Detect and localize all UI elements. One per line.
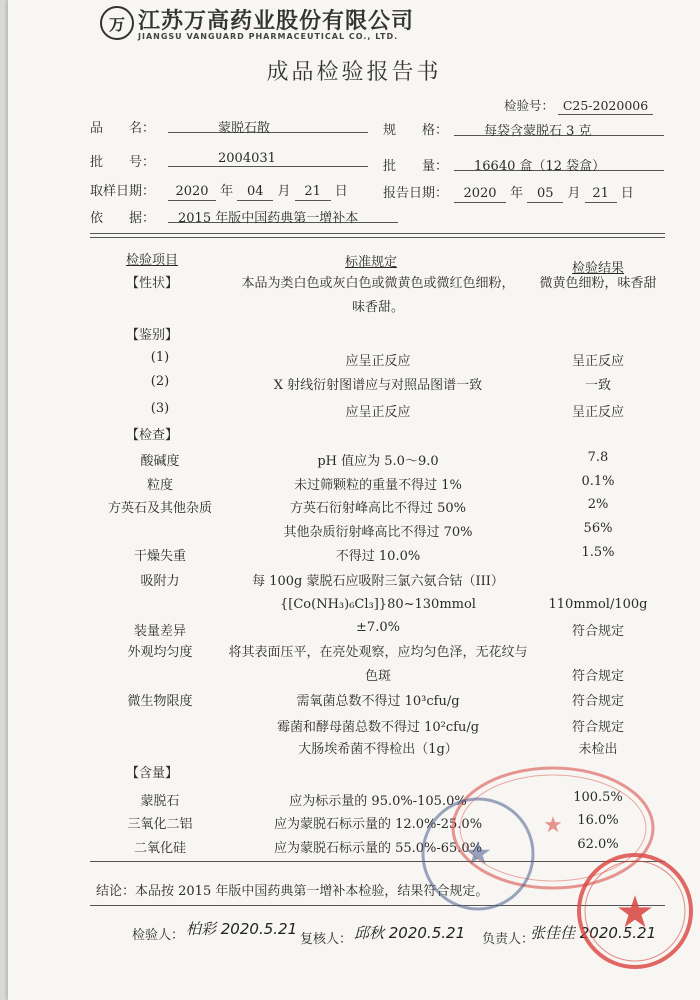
product-name-value: 蒙脱石散 (168, 117, 368, 133)
row-item: (2) (150, 374, 170, 389)
reviewer-signature: 邱秋 2020.5.21 (354, 924, 466, 942)
row-standard: 色斑 (364, 669, 391, 684)
svg-text:★: ★ (543, 813, 563, 838)
row-standard: 不得过 10.0% (335, 549, 421, 564)
company-seal (403, 792, 553, 912)
svg-text:★: ★ (615, 887, 655, 938)
row-item: 微生物限度 (127, 694, 193, 709)
report-number (504, 96, 653, 115)
day-char: 日 (334, 184, 348, 199)
spec-label: 规 格： (383, 123, 449, 138)
report-title: 成品检验报告书 (266, 60, 442, 85)
company-name-en: JIANGSU VANGUARD PHARMACEUTICAL CO., LTD. (138, 32, 399, 41)
column-item: 检验项目 (126, 253, 179, 268)
row-result: 62.0% (577, 837, 619, 852)
company-logo: 万 (100, 6, 134, 40)
row-result: 微黄色细粉，味香甜 (539, 276, 657, 291)
row-standard: X 射线衍射图谱应与对照品图谱一致 (273, 378, 483, 393)
report-month: 05 (527, 186, 563, 203)
year-char: 年 (510, 186, 524, 201)
report-number-value: C25-2020006 (558, 98, 653, 115)
inspector-signature: 柏彩 2020.5.21 (186, 920, 298, 938)
sample-month: 04 (237, 184, 273, 201)
row-result: 未检出 (578, 742, 618, 757)
row-item: 【性状】 (126, 276, 179, 291)
row-standard: 方英石衍射峰高比不得过 50% (289, 501, 467, 516)
row-standard: 应为标示量的 95.0%-105.0% (289, 794, 467, 809)
row-result: 1.5% (581, 545, 615, 560)
row-standard: 需氧菌总数不得过 10³cfu/g (296, 694, 460, 709)
row-result: 呈正反应 (571, 405, 624, 420)
basis-value: 2015 年版中国药典第一增补本 (168, 207, 398, 223)
row-standard: 味香甜。 (351, 300, 404, 315)
month-char: 月 (567, 186, 581, 201)
row-result: 符合规定 (571, 669, 624, 684)
basis-label: 依 据： (90, 211, 156, 226)
sample-date (168, 180, 348, 201)
row-result: 符合规定 (571, 624, 624, 639)
row-standard: 霉菌和酵母菌总数不得过 10²cfu/g (276, 720, 480, 735)
spec-value: 每袋含蒙脱石 3 克 (454, 120, 664, 136)
row-result: 16.0% (577, 813, 619, 828)
row-standard: 将其表面压平，在亮处观察，应均匀色泽，无花纹与 (228, 645, 528, 660)
row-item: (3) (150, 401, 170, 416)
row-item: 装量差异 (133, 624, 186, 639)
row-standard: 应为蒙脱石标示量的 12.0%-25.0% (273, 817, 483, 832)
column-standard: 标准规定 (345, 255, 398, 270)
month-char: 月 (277, 184, 291, 199)
row-standard: pH 值应为 5.0～9.0 (317, 454, 439, 469)
row-result: 7.8 (587, 450, 609, 465)
row-result: 一致 (584, 378, 611, 393)
row-item: 蒙脱石 (140, 794, 180, 809)
responsible-signature: 张佳佳 2020.5.21 (530, 924, 657, 942)
row-standard: 其他杂质衍射峰高比不得过 70% (283, 525, 473, 540)
row-standard: 大肠埃希菌不得检出（1g） (298, 742, 458, 757)
column-result: 检验结果 (572, 261, 625, 276)
row-standard: ±7.0% (356, 620, 400, 635)
report-year: 2020 (454, 186, 506, 203)
row-item: (1) (150, 350, 170, 365)
batch-label: 批 号： (90, 155, 156, 170)
row-standard: 应呈正反应 (345, 405, 411, 420)
responsible-label: 负责人： (482, 932, 535, 947)
sample-year: 2020 (168, 184, 216, 201)
report-date-label: 报告日期： (383, 186, 449, 201)
row-item: 外观均匀度 (127, 645, 193, 660)
row-item: 【鉴别】 (126, 328, 179, 343)
row-item: 【含量】 (126, 766, 179, 781)
row-item: 【检查】 (126, 428, 179, 443)
row-result: 0.1% (581, 474, 615, 489)
row-item: 方英石及其他杂质 (107, 501, 212, 516)
sample-day: 21 (295, 184, 331, 201)
year-char: 年 (220, 184, 234, 199)
quantity-value: 16640 盒（12 袋盒） (454, 155, 664, 171)
row-result: 呈正反应 (571, 354, 624, 369)
row-result: 符合规定 (571, 720, 624, 735)
row-item: 酸碱度 (140, 454, 180, 469)
row-result: 110mmol/100g (548, 597, 648, 612)
report-day: 21 (585, 186, 617, 203)
row-item: 干燥失重 (133, 549, 186, 564)
inspector-label: 检验人： (132, 928, 185, 943)
company-name-cn: 江苏万高药业股份有限公司 (138, 9, 415, 34)
report-date (454, 182, 634, 203)
pharmacy-seal (573, 845, 698, 975)
row-standard: 应为蒙脱石标示量的 55.0%-65.0% (273, 841, 483, 856)
svg-text:★: ★ (463, 834, 493, 872)
batch-value: 2004031 (168, 151, 368, 167)
row-standard: 未过筛颗粒的重量不得过 1% (294, 478, 462, 493)
row-standard: {[Co(NH₃)₆Cl₃]}80~130mmol (280, 597, 476, 612)
product-name-label: 品 名： (90, 121, 156, 136)
divider-top (90, 233, 665, 234)
row-result: 100.5% (573, 790, 623, 805)
row-result: 2% (587, 497, 609, 512)
report-number-label: 检验号： (504, 98, 555, 113)
row-standard: 本品为类白色或灰白色或微黄色或微红色细粉， (241, 276, 515, 291)
quantity-label: 批 量： (383, 159, 449, 174)
reviewer-label: 复核人： (300, 932, 353, 947)
row-result: 符合规定 (571, 694, 624, 709)
row-item: 粒度 (146, 478, 173, 493)
row-standard: 每 100g 蒙脱石应吸附三氯六氨合钴（III） (252, 574, 504, 589)
row-item: 三氧化二铝 (127, 817, 193, 832)
sample-date-label: 取样日期： (90, 184, 156, 199)
report-page (8, 0, 700, 1000)
row-item: 二氧化硅 (133, 841, 186, 856)
conclusion: 结论：本品按 2015 年版中国药典第一增补本检验，结果符合规定。 (96, 884, 489, 899)
divider-top-2 (90, 237, 665, 238)
row-item: 吸附力 (140, 574, 180, 589)
row-standard: 应呈正反应 (345, 354, 411, 369)
day-char: 日 (620, 186, 634, 201)
row-result: 56% (583, 521, 613, 536)
